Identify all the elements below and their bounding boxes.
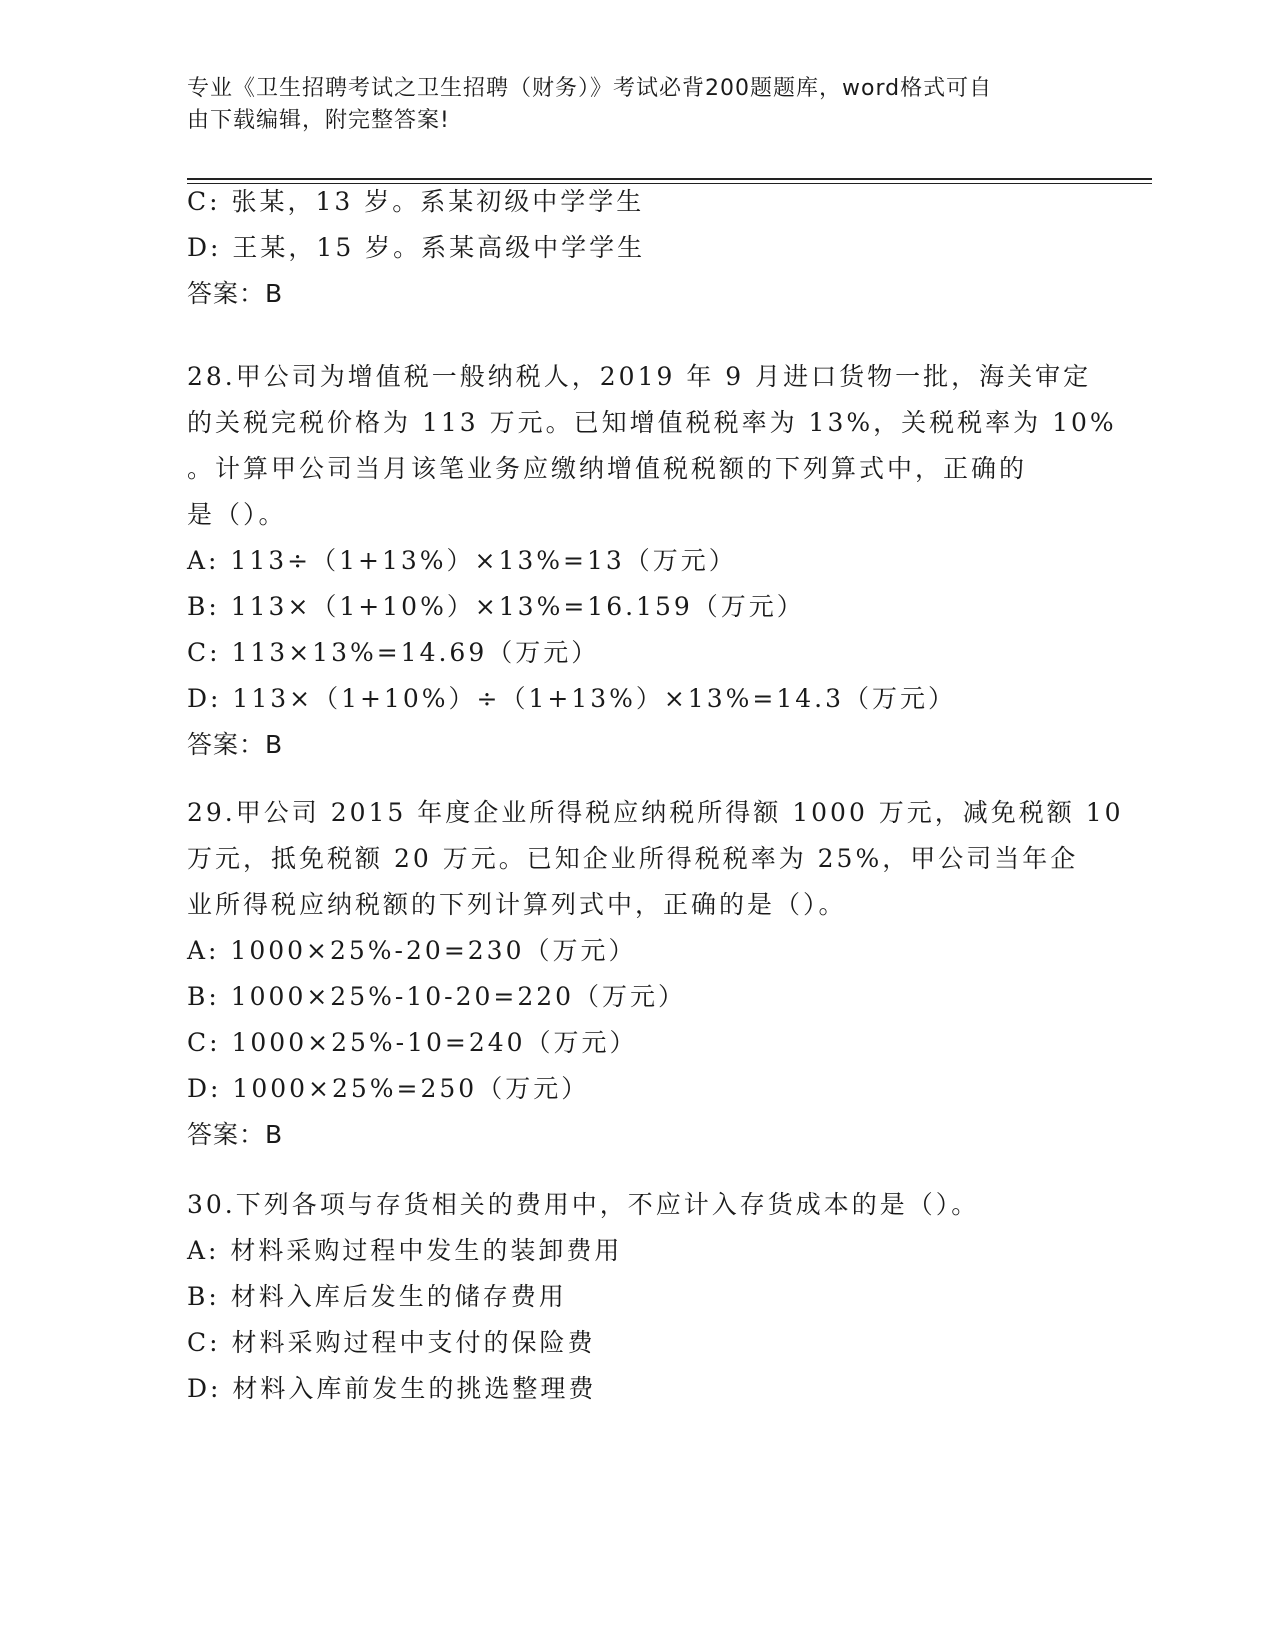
answer-label: 答案：B xyxy=(187,1120,284,1149)
option-d: D: 1000×25%=250（万元） xyxy=(187,1074,590,1103)
question-stem-line: 业所得税应纳税额的下列计算列式中，正确的是（）。 xyxy=(187,890,847,919)
question-28 xyxy=(187,354,1117,768)
question-stem-line: 万元，抵免税额 20 万元。已知企业所得税税率为 25%，甲公司当年企 xyxy=(187,844,1079,873)
option-c: C: 1000×25%-10=240（万元） xyxy=(187,1028,638,1057)
option-d: D: 113×（1+10%）÷（1+13%）×13%=14.3（万元） xyxy=(187,684,956,713)
header-line-1: 专业《卫生招聘考试之卫生招聘（财务）》考试必背200题题库，word格式可自 xyxy=(187,76,993,101)
option-c: C: 材料采购过程中支付的保险费 xyxy=(187,1328,596,1357)
option-a: A: 1000×25%-20=230（万元） xyxy=(187,936,637,965)
option-a: A: 113÷（1+13%）×13%=13（万元） xyxy=(187,546,737,575)
question-stem-line: 28.甲公司为增值税一般纳税人，2019 年 9 月进口货物一批，海关审定 xyxy=(187,362,1092,391)
option-a: A: 材料采购过程中发生的装卸费用 xyxy=(187,1236,623,1265)
question-stem-line: 30.下列各项与存货相关的费用中，不应计入存货成本的是（）。 xyxy=(187,1190,980,1219)
question-stem-line: 。计算甲公司当月该笔业务应缴纳增值税税额的下列算式中，正确的 xyxy=(187,454,1028,483)
answer-label: 答案：B xyxy=(187,279,284,308)
header-line-2: 由下载编辑，附完整答案! xyxy=(187,108,450,133)
question-stem-line: 29.甲公司 2015 年度企业所得税应纳税所得额 1000 万元，减免税额 10 xyxy=(187,798,1124,827)
option-d: D: 材料入库前发生的挑选整理费 xyxy=(187,1374,597,1403)
question-30 xyxy=(187,1182,1087,1412)
option-c: C: 113×13%=14.69（万元） xyxy=(187,638,600,667)
document-header xyxy=(187,73,1067,137)
option-b: B: 材料入库后发生的储存费用 xyxy=(187,1282,567,1311)
answer-label: 答案：B xyxy=(187,730,284,759)
option-b: B: 113×（1+10%）×13%=16.159（万元） xyxy=(187,592,805,621)
question-27-tail xyxy=(187,179,1087,317)
option-d: D: 王某，15 岁。系某高级中学学生 xyxy=(187,233,646,262)
option-c: C: 张某，13 岁。系某初级中学学生 xyxy=(187,187,645,216)
question-stem-line: 的关税完税价格为 113 万元。已知增值税税率为 13%，关税税率为 10% xyxy=(187,408,1117,437)
question-stem-line: 是（）。 xyxy=(187,500,287,529)
option-b: B: 1000×25%-10-20=220（万元） xyxy=(187,982,687,1011)
question-29 xyxy=(187,790,1124,1158)
